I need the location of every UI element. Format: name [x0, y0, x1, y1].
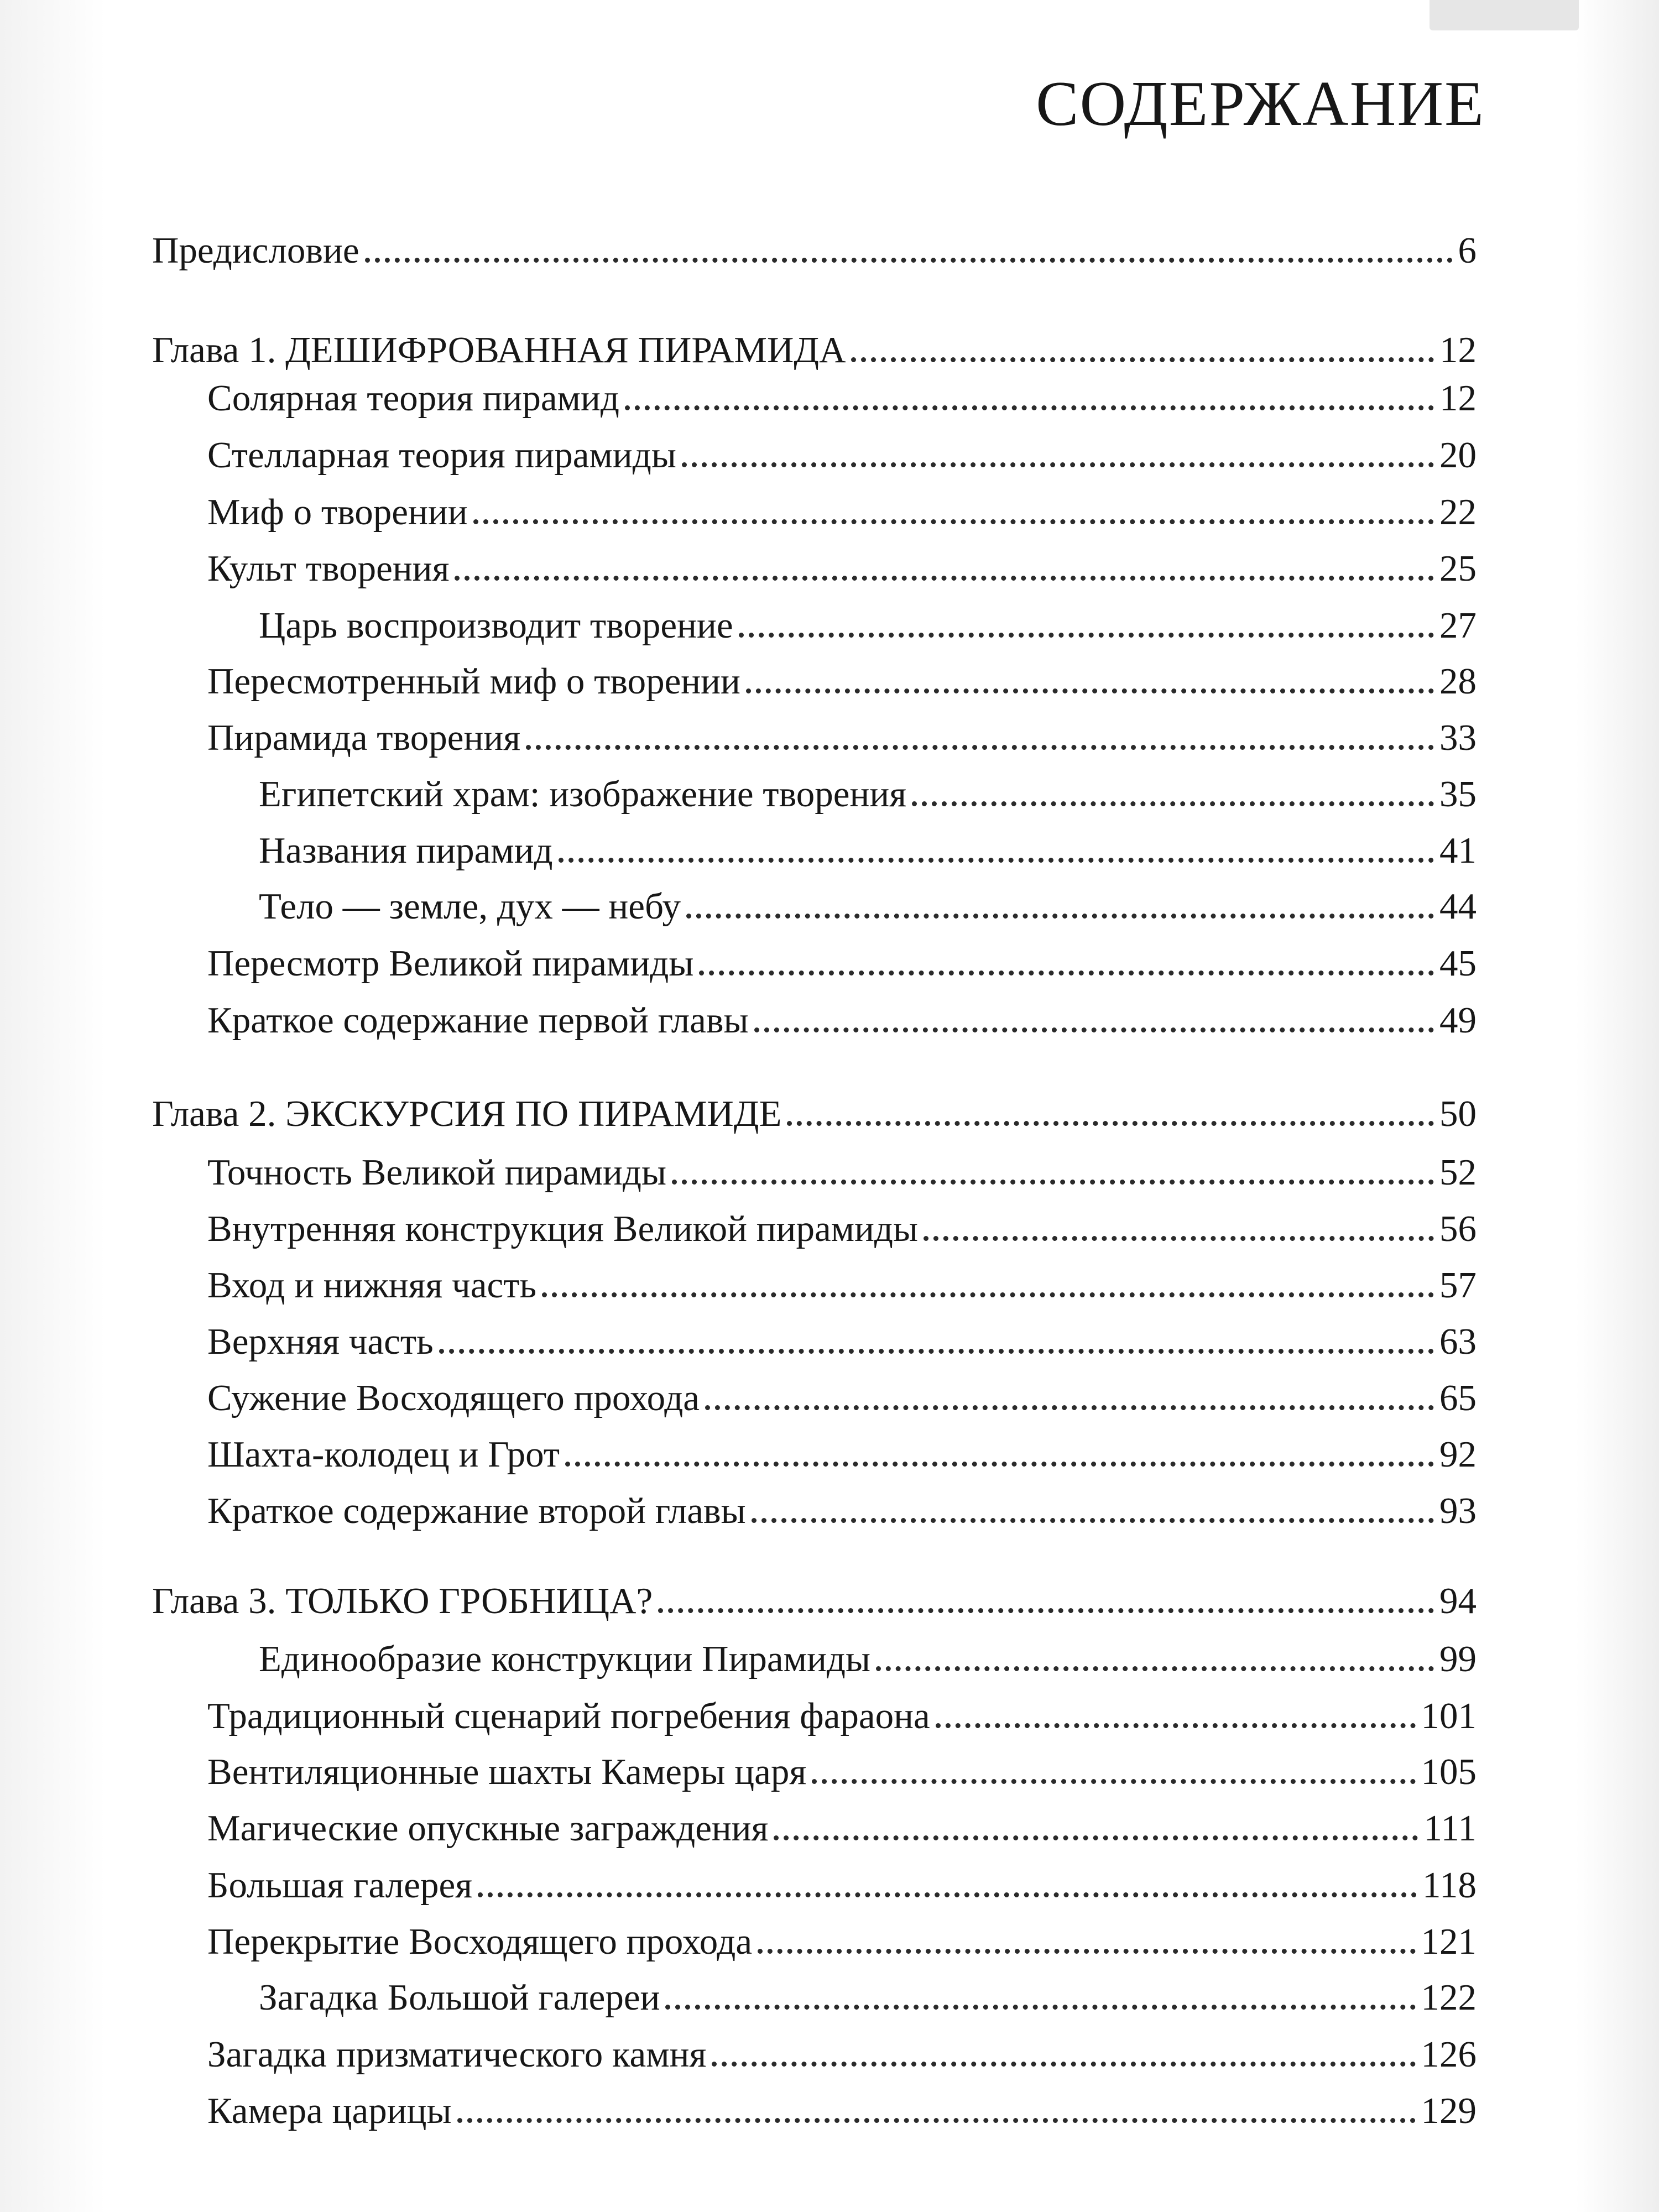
dot-leader	[686, 914, 1434, 919]
toc-entry-page: 92	[1439, 1434, 1477, 1475]
toc-entry-page: 22	[1439, 492, 1477, 533]
toc-entry-label: Загадка призматического камня	[207, 2034, 707, 2075]
page-title: СОДЕРЖАНИЕ	[1036, 69, 1485, 139]
toc-entry-page: 126	[1421, 2034, 1477, 2075]
toc-entry-label: Предисловие	[152, 230, 359, 271]
toc-entry-label: Солярная теория пирамид	[207, 378, 619, 419]
toc-chapter	[0, 319, 1659, 369]
dot-leader	[457, 2118, 1416, 2123]
dot-leader	[754, 1027, 1434, 1032]
dot-leader	[439, 1349, 1434, 1354]
toc-entry-page: 41	[1439, 830, 1477, 871]
toc-entry	[0, 2023, 1659, 2073]
dot-leader	[565, 1462, 1434, 1467]
toc-entry	[0, 594, 1659, 644]
toc-entry-page: 12	[1439, 378, 1477, 419]
toc-entry-page: 94	[1439, 1580, 1477, 1621]
toc-entry-label: Точность Великой пирамиды	[207, 1152, 666, 1193]
toc-entry	[0, 1685, 1659, 1735]
dot-leader	[739, 633, 1434, 638]
toc-entry-label: Пересмотр Великой пирамиды	[207, 943, 694, 984]
toc-entry-label: Вентиляционные шахты Камеры царя	[207, 1751, 807, 1792]
toc-entry-label: Единообразие конструкции Пирамиды	[259, 1639, 871, 1679]
toc-entry-page: 45	[1439, 943, 1477, 984]
toc-entry	[0, 1254, 1659, 1304]
toc-entry	[0, 1367, 1659, 1417]
toc-entry-page: 121	[1421, 1921, 1477, 1962]
dot-leader	[787, 1121, 1434, 1126]
toc-entry	[0, 424, 1659, 474]
toc-entry	[0, 2080, 1659, 2130]
toc-entry-label: Большая галерея	[207, 1865, 473, 1906]
toc-entry-page: 28	[1439, 661, 1477, 702]
dot-leader	[478, 1892, 1417, 1897]
toc-entry-page: 52	[1439, 1152, 1477, 1193]
dot-leader	[699, 971, 1434, 975]
toc-entry-label: Пирамида творения	[207, 717, 521, 758]
toc-entry	[0, 1854, 1659, 1904]
toc-entry-page: 12	[1439, 330, 1477, 371]
toc-entry-label: Глава 2. ЭКСКУРСИЯ ПО ПИРАМИДЕ	[152, 1093, 782, 1134]
toc-entry-label: Глава 1. ДЕШИФРОВАННАЯ ПИРАМИДА	[152, 330, 846, 371]
toc-entry-page: 33	[1439, 717, 1477, 758]
toc-entry	[0, 1741, 1659, 1791]
dot-leader	[665, 2005, 1415, 2010]
toc-entry-label: Стелларная теория пирамиды	[207, 435, 676, 476]
dot-leader	[746, 688, 1434, 693]
dot-leader	[936, 1723, 1416, 1728]
dot-leader	[526, 745, 1434, 750]
toc-entry-label: Пересмотренный миф о творении	[207, 661, 740, 702]
dot-leader	[851, 357, 1434, 362]
toc-entry-label: Глава 3. ТОЛЬКО ГРОБНИЦА?	[152, 1580, 653, 1621]
toc-entry-label: Вход и нижняя часть	[207, 1265, 537, 1306]
dot-leader	[455, 576, 1434, 581]
toc-entry-label: Царь воспроизводит творение	[259, 605, 733, 646]
toc-entry-page: 129	[1421, 2090, 1477, 2131]
toc-entry	[0, 875, 1659, 925]
toc-entry-label: Перекрытие Восходящего прохода	[207, 1921, 753, 1962]
toc-entry	[0, 1141, 1659, 1191]
toc-entry-page: 118	[1422, 1865, 1477, 1906]
dot-leader	[625, 405, 1434, 410]
toc-entry-label: Миф о творении	[207, 492, 468, 533]
toc-entry-label: Загадка Большой галереи	[259, 1977, 660, 2018]
toc-entry-page: 20	[1439, 435, 1477, 476]
toc-entry-label: Тело — земле, дух — небу	[259, 886, 681, 927]
toc-entry-page: 65	[1439, 1378, 1477, 1418]
toc-entry	[0, 367, 1659, 417]
dot-leader	[712, 2062, 1415, 2067]
toc-entry-page: 101	[1421, 1695, 1477, 1736]
toc-entry-page: 99	[1439, 1639, 1477, 1679]
dot-leader	[559, 858, 1434, 863]
toc-entry-label: Египетский храм: изображение творения	[259, 774, 907, 815]
toc-entry-page: 63	[1439, 1321, 1477, 1362]
dot-leader	[542, 1292, 1434, 1297]
toc-entry-label: Верхняя часть	[207, 1321, 434, 1362]
toc-entry-page: 49	[1439, 1000, 1477, 1041]
toc-entry	[0, 763, 1659, 813]
toc-entry	[0, 820, 1659, 869]
toc-entry-page: 44	[1439, 886, 1477, 927]
dot-leader	[658, 1608, 1434, 1613]
dot-leader	[752, 1518, 1434, 1523]
toc-entry-label: Традиционный сценарий погребения фараона	[207, 1695, 930, 1736]
toc-entry-label: Камера царицы	[207, 2090, 452, 2131]
toc-entry	[0, 1966, 1659, 2016]
dot-leader	[924, 1236, 1434, 1241]
toc-entry-page: 35	[1439, 774, 1477, 815]
toc-entry-label: Культ творения	[207, 548, 450, 589]
dot-leader	[774, 1835, 1418, 1840]
toc-entry-label: Магические опускные заграждения	[207, 1808, 769, 1849]
toc-entry	[0, 1311, 1659, 1360]
dot-leader	[876, 1666, 1434, 1671]
dot-leader	[682, 462, 1434, 467]
toc-entry-page: 6	[1458, 230, 1477, 271]
toc-chapter	[0, 1570, 1659, 1620]
dot-leader	[812, 1779, 1415, 1784]
dot-leader	[365, 258, 1453, 263]
toc-entry	[0, 1480, 1659, 1530]
dot-leader	[705, 1405, 1434, 1410]
toc-entry-page: 111	[1423, 1808, 1477, 1849]
toc-entry	[0, 1797, 1659, 1847]
toc-entry-label: Названия пирамид	[259, 830, 553, 871]
toc-entry-page: 122	[1421, 1977, 1477, 2018]
toc-entry-page: 93	[1439, 1490, 1477, 1531]
toc-chapter	[0, 1083, 1659, 1133]
toc-entry-label: Внутренняя конструкция Великой пирамиды	[207, 1208, 919, 1249]
toc-entry-label: Краткое содержание второй главы	[207, 1490, 746, 1531]
toc-entry	[0, 989, 1659, 1039]
toc-entry	[0, 1628, 1659, 1678]
toc-entry	[0, 481, 1659, 531]
toc-entry-label: Краткое содержание первой главы	[207, 1000, 749, 1041]
toc-entry	[0, 707, 1659, 757]
toc-entry	[0, 538, 1659, 587]
toc-entry-page: 105	[1421, 1751, 1477, 1792]
toc-entry	[0, 1198, 1659, 1248]
toc-entry	[0, 1423, 1659, 1473]
toc-entry-page: 56	[1439, 1208, 1477, 1249]
toc-entry-label: Сужение Восходящего прохода	[207, 1378, 700, 1418]
toc-entry	[0, 650, 1659, 700]
toc-entry-label: Шахта-колодец и Грот	[207, 1434, 560, 1475]
toc-entry-page: 25	[1439, 548, 1477, 589]
toc-entry-page: 57	[1439, 1265, 1477, 1306]
toc-entry	[0, 220, 1659, 269]
toc-entry	[0, 1911, 1659, 1960]
dot-leader	[912, 801, 1434, 806]
dot-leader	[672, 1180, 1434, 1185]
toc-entry	[0, 932, 1659, 982]
dot-leader	[473, 519, 1434, 524]
dot-leader	[758, 1949, 1415, 1954]
toc-entry-page: 27	[1439, 605, 1477, 646]
toc-entry-page: 50	[1439, 1093, 1477, 1134]
